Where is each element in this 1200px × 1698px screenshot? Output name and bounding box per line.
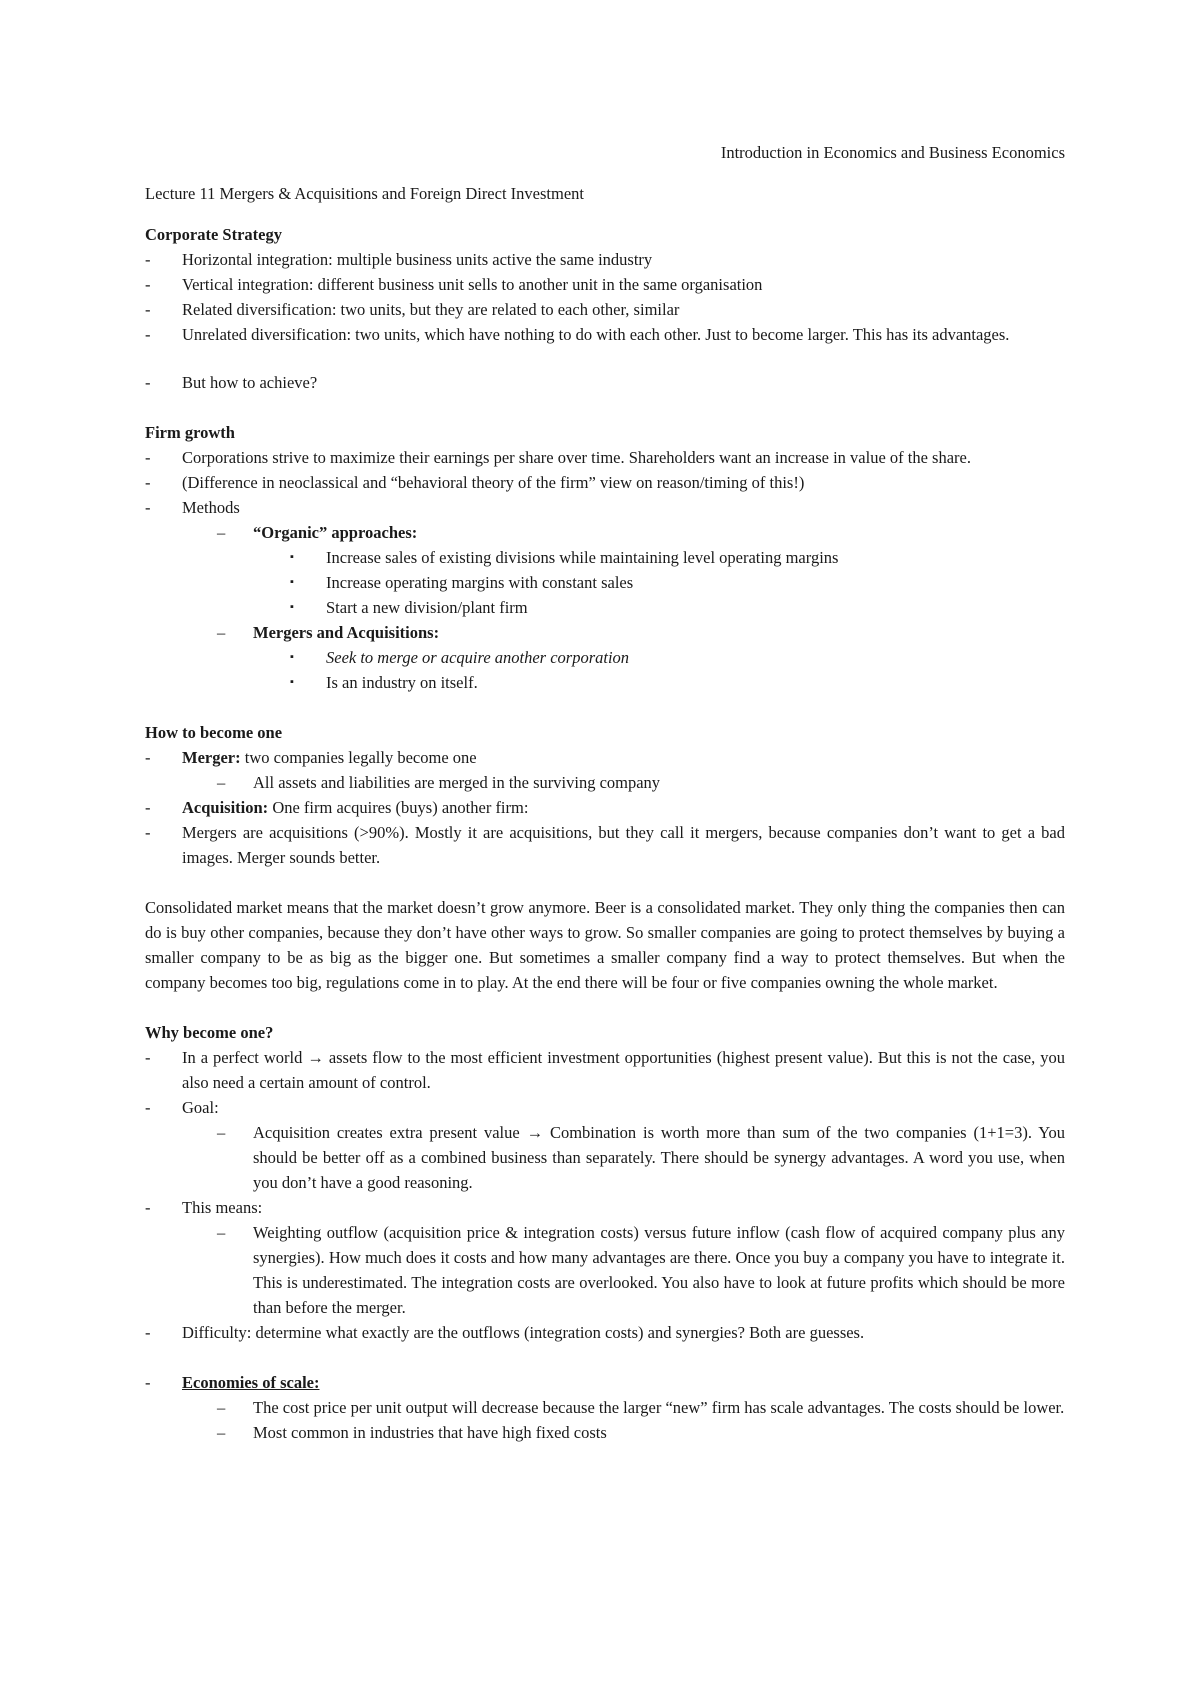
dash-marker: - [145, 1323, 151, 1342]
dash-marker: - [145, 1048, 151, 1067]
running-header: Introduction in Economics and Business Economics [720, 143, 1065, 162]
dash-marker: - [145, 448, 151, 467]
list-item [145, 1370, 1065, 1395]
heading-how-to-become-one: How to become one [145, 723, 283, 742]
sub-item: – Weighting outflow (acquisition price & integration costs) versus future inflow (cash flow of acquired company plus any synergies). How much does it costs and how many advantages are there. Once you buy a company you have to integrate it. This is underestimated. The integration costs are overlooked. You also have to look at future profits which should be more than before the merger. [145, 1220, 1065, 1320]
endash-marker: – [217, 1123, 226, 1142]
endash-marker: – [217, 773, 226, 792]
list-item: - Related diversification: two units, but they are related to each other, similar [145, 297, 1065, 322]
sub-item: – “Organic” approaches: [145, 520, 1065, 545]
list-item: - Merger: two companies legally become one [145, 745, 1065, 770]
dash-marker: - [145, 798, 151, 817]
dash-marker: - [145, 1198, 151, 1217]
heading-why-become-one: Why become one? [145, 1023, 274, 1042]
list-item: - (Difference in neoclassical and “behavioral theory of the firm” view on reason/timing of this!) [145, 470, 1065, 495]
dash-marker: - [145, 275, 151, 294]
list-item: - This means: [145, 1195, 1065, 1220]
dash-marker: - [145, 250, 151, 269]
dash-marker: - [145, 498, 151, 517]
square-bullet-icon: ▪ [290, 551, 294, 563]
heading-economies-of-scale: Economies of scale: [182, 1373, 320, 1392]
heading-corporate-strategy: Corporate Strategy [145, 225, 282, 244]
dash-marker: - [145, 823, 151, 842]
sub-item: – All assets and liabilities are merged in the surviving company [145, 770, 1065, 795]
sub-item: – The cost price per unit output will decrease because the larger “new” firm has scale advantages. The costs should be lower. [145, 1395, 1065, 1420]
sub-item: – Acquisition creates extra present value → Combination is worth more than sum of the two companies (1+1=3). You should be better off as a combined business than separately. There should be synergy advantages. A word you use, when you don’t have a good reasoning. [145, 1120, 1065, 1195]
sub-item: – Mergers and Acquisitions: [145, 620, 1065, 645]
dash-marker: - [145, 325, 151, 344]
dash-marker: - [145, 748, 151, 767]
dash-marker: - [145, 373, 151, 392]
list-item: - Mergers are acquisitions (>90%). Mostly it are acquisitions, but they call it mergers, because companies don’t want to get a bad images. Merger sounds better. [145, 820, 1065, 870]
list-item: - Horizontal integration: multiple business units active the same industry [145, 247, 1065, 272]
dash-marker: - [145, 1373, 151, 1392]
document-body [145, 140, 1065, 1445]
list-item: - Methods [145, 495, 1065, 520]
endash-marker: – [217, 1398, 226, 1417]
dash-marker: - [145, 1098, 151, 1117]
endash-marker: – [217, 623, 226, 642]
list-item: - Unrelated diversification: two units, which have nothing to do with each other. Just to become larger. This has its advantages. [145, 322, 1065, 347]
list-item: - Acquisition: One firm acquires (buys) another firm: [145, 795, 1065, 820]
sub-sub-item: ▪ Is an industry on itself. [145, 670, 1065, 695]
heading-firm-growth: Firm growth [145, 423, 235, 442]
list-item: - Vertical integration: different business unit sells to another unit in the same organisation [145, 272, 1065, 297]
endash-marker: – [217, 1223, 226, 1242]
lecture-title: Lecture 11 Mergers & Acquisitions and Foreign Direct Investment [145, 184, 584, 203]
sub-sub-item: ▪ Increase sales of existing divisions while maintaining level operating margins [145, 545, 1065, 570]
list-item: - But how to achieve? [145, 370, 1065, 395]
square-bullet-icon: ▪ [290, 676, 294, 688]
sub-item: – Most common in industries that have high fixed costs [145, 1420, 1065, 1445]
dash-marker: - [145, 300, 151, 319]
dash-marker: - [145, 473, 151, 492]
list-item: - Goal: [145, 1095, 1065, 1120]
sub-sub-item: ▪ Increase operating margins with constant sales [145, 570, 1065, 595]
sub-sub-item: ▪ Seek to merge or acquire another corporation [145, 645, 1065, 670]
square-bullet-icon: ▪ [290, 576, 294, 588]
square-bullet-icon: ▪ [290, 601, 294, 613]
sub-sub-item: ▪ Start a new division/plant firm [145, 595, 1065, 620]
list-item: - Difficulty: determine what exactly are the outflows (integration costs) and synergies? Both are guesses. [145, 1320, 1065, 1345]
square-bullet-icon: ▪ [290, 651, 294, 663]
endash-marker: – [217, 1423, 226, 1442]
list-item: - Corporations strive to maximize their earnings per share over time. Shareholders want an increase in value of the share. [145, 445, 1065, 470]
endash-marker: – [217, 523, 226, 542]
list-item: - In a perfect world → assets flow to the most efficient investment opportunities (highest present value). But this is not the case, you also need a certain amount of control. [145, 1045, 1065, 1095]
paragraph-consolidated-market: Consolidated market means that the market doesn’t grow anymore. Beer is a consolidated market. They only thing the companies then can do is buy other companies, because they don’t have other ways to grow. So smaller companies are going to protect themselves by buying a smaller company to be as big as the bigger one. But sometimes a smaller company find a way to protect themselves. But when the company becomes too big, regulations come in to play. At the end there will be four or five companies owning the whole market. [145, 898, 1065, 992]
